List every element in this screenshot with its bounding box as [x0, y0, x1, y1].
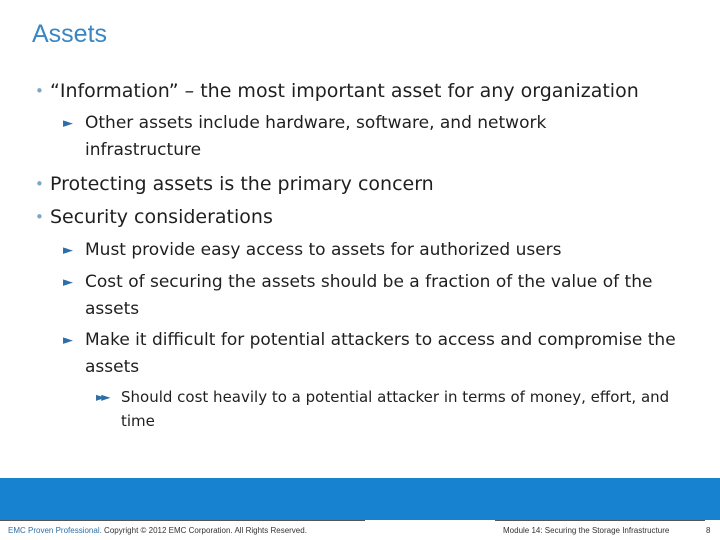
bullet-3 [35, 205, 273, 229]
arrow-bullet-icon: ► [63, 275, 73, 290]
sub-sub-bullet-3-3-1-text: Should cost heavily to a potential attacker in terms of money, effort, and time [121, 388, 670, 430]
bullet-dot-icon: • [35, 82, 44, 100]
double-arrow-bullet-icon: ►► [96, 390, 107, 404]
footer-module: Module 14: Securing the Storage Infrastructure [503, 526, 670, 535]
sub-bullet-3-3 [63, 327, 685, 381]
arrow-bullet-icon: ► [63, 333, 73, 348]
sub-bullet-3-2 [63, 269, 685, 323]
bullet-2 [35, 172, 434, 196]
footer-bar [0, 478, 720, 520]
sub-bullet-3-1-text: Must provide easy access to assets for authorized users [85, 240, 562, 260]
slide-title: Assets [32, 20, 108, 48]
footer-brand: EMC Proven Professional. [8, 526, 102, 535]
arrow-bullet-icon: ► [63, 116, 73, 131]
sub-sub-bullet-3-3-1 [96, 385, 691, 433]
sub-bullet-3-1 [63, 237, 685, 264]
bullet-dot-icon: • [35, 175, 44, 193]
bullet-1 [35, 79, 639, 103]
sub-bullet-1-1-text: Other assets include hardware, software, and network infrastructure [85, 113, 547, 160]
sub-bullet-3-2-text: Cost of securing the assets should be a fraction of the value of the assets [85, 272, 653, 319]
arrow-bullet-icon: ► [63, 243, 73, 258]
bullet-1-text: “Information” – the most important asset for any organization [50, 80, 639, 102]
bullet-3-text: Security considerations [50, 206, 273, 228]
sub-bullet-3-3-text: Make it difficult for potential attackers to access and compromise the assets [85, 330, 676, 377]
slide-footer [0, 520, 720, 540]
bullet-2-text: Protecting assets is the primary concern [50, 173, 434, 195]
footer-divider [0, 520, 365, 521]
footer-copyright-text: Copyright © 2012 EMC Corporation. All Rights Reserved. [101, 526, 307, 535]
footer-copyright [8, 526, 307, 535]
bullet-dot-icon: • [35, 208, 44, 226]
page-number: 8 [706, 526, 711, 535]
sub-bullet-1-1 [63, 110, 605, 164]
footer-divider [495, 520, 705, 521]
